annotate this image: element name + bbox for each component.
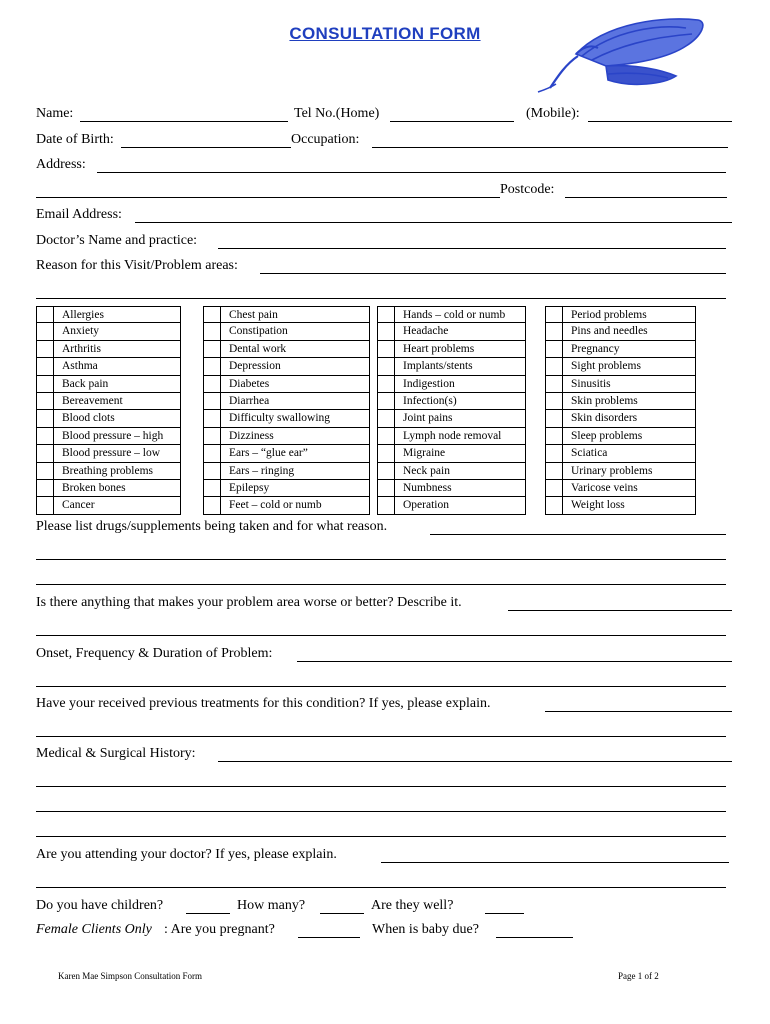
worse-better-field-2[interactable] — [36, 635, 726, 636]
tel-home-field[interactable] — [390, 121, 514, 122]
drugs-field-1[interactable] — [430, 534, 726, 535]
address-field-1[interactable] — [97, 172, 726, 173]
condition-label: Pins and needles — [562, 323, 696, 340]
condition-checkbox[interactable] — [377, 323, 394, 340]
condition-checkbox[interactable] — [203, 480, 220, 497]
condition-checkbox[interactable] — [36, 463, 53, 480]
condition-label: Sleep problems — [562, 428, 696, 445]
condition-label: Anxiety — [53, 323, 181, 340]
previous-treatment-field-2[interactable] — [36, 736, 726, 737]
condition-label: Skin disorders — [562, 410, 696, 427]
onset-question: Onset, Frequency & Duration of Problem: — [36, 646, 273, 661]
condition-checkbox[interactable] — [203, 463, 220, 480]
pregnant-question: : Are you pregnant? — [164, 922, 275, 937]
condition-label: Allergies — [53, 306, 181, 323]
condition-label: Implants/stents — [394, 358, 526, 375]
condition-checkbox[interactable] — [203, 428, 220, 445]
email-label: Email Address: — [36, 207, 122, 222]
how-many-field[interactable] — [320, 913, 364, 914]
condition-checkbox[interactable] — [377, 376, 394, 393]
condition-checkbox[interactable] — [545, 306, 562, 323]
condition-label: Heart problems — [394, 341, 526, 358]
condition-checkbox[interactable] — [203, 323, 220, 340]
condition-label: Operation — [394, 497, 526, 514]
drugs-question: Please list drugs/supplements being taken and for what reason. — [36, 519, 388, 534]
mobile-field[interactable] — [588, 121, 732, 122]
occupation-field[interactable] — [372, 147, 728, 148]
condition-label: Diarrhea — [220, 393, 370, 410]
condition-checkbox[interactable] — [545, 480, 562, 497]
condition-checkbox[interactable] — [377, 341, 394, 358]
condition-label: Hands – cold or numb — [394, 306, 526, 323]
condition-label: Broken bones — [53, 480, 181, 497]
well-question: Are they well? — [371, 898, 454, 913]
history-field-4[interactable] — [36, 836, 726, 837]
attending-field-2[interactable] — [36, 887, 726, 888]
address-field-2[interactable] — [36, 197, 500, 198]
previous-treatment-field-1[interactable] — [545, 711, 732, 712]
condition-label: Blood clots — [53, 410, 181, 427]
condition-label: Ears – “glue ear” — [220, 445, 370, 462]
condition-checkbox[interactable] — [545, 341, 562, 358]
postcode-field[interactable] — [565, 197, 727, 198]
condition-label: Constipation — [220, 323, 370, 340]
condition-checkbox[interactable] — [545, 445, 562, 462]
condition-label: Cancer — [53, 497, 181, 514]
name-field[interactable] — [80, 121, 288, 122]
condition-label: Urinary problems — [562, 463, 696, 480]
condition-checkbox[interactable] — [545, 358, 562, 375]
condition-label: Varicose veins — [562, 480, 696, 497]
children-field[interactable] — [186, 913, 230, 914]
condition-checkbox[interactable] — [377, 410, 394, 427]
condition-checkbox[interactable] — [545, 497, 562, 514]
condition-checkbox[interactable] — [36, 393, 53, 410]
well-field[interactable] — [485, 913, 524, 914]
history-field-2[interactable] — [36, 786, 726, 787]
condition-label: Depression — [220, 358, 370, 375]
condition-checkbox[interactable] — [203, 376, 220, 393]
doctor-label: Doctor’s Name and practice: — [36, 233, 198, 248]
email-field[interactable] — [135, 222, 732, 223]
condition-label: Dental work — [220, 341, 370, 358]
previous-treatment-question: Have your received previous treatments for this condition? If yes, please explain. — [36, 696, 491, 711]
condition-label: Pregnancy — [562, 341, 696, 358]
condition-checkbox[interactable] — [36, 358, 53, 375]
condition-checkbox[interactable] — [377, 445, 394, 462]
condition-label: Period problems — [562, 306, 696, 323]
condition-checkbox[interactable] — [377, 306, 394, 323]
condition-label: Difficulty swallowing — [220, 410, 370, 427]
worse-better-field-1[interactable] — [508, 610, 732, 611]
female-clients-label: Female Clients Only — [36, 922, 152, 937]
attending-question: Are you attending your doctor? If yes, please explain. — [36, 847, 337, 862]
condition-checkbox[interactable] — [545, 393, 562, 410]
worse-better-question: Is there anything that makes your problem area worse or better? Describe it. — [36, 595, 462, 610]
condition-label: Back pain — [53, 376, 181, 393]
condition-label: Arthritis — [53, 341, 181, 358]
condition-checkbox[interactable] — [36, 497, 53, 514]
baby-due-question: When is baby due? — [372, 922, 479, 937]
condition-label: Numbness — [394, 480, 526, 497]
condition-label: Infection(s) — [394, 393, 526, 410]
condition-checkbox[interactable] — [377, 393, 394, 410]
mobile-label: (Mobile): — [526, 106, 580, 121]
condition-checkbox[interactable] — [203, 445, 220, 462]
tel-home-label: Tel No.(Home) — [294, 106, 380, 121]
how-many-question: How many? — [237, 898, 306, 913]
children-question: Do you have children? — [36, 898, 164, 913]
condition-label: Epilepsy — [220, 480, 370, 497]
onset-field-1[interactable] — [297, 661, 732, 662]
condition-checkbox[interactable] — [377, 463, 394, 480]
condition-label: Migraine — [394, 445, 526, 462]
occupation-label: Occupation: — [291, 132, 360, 147]
condition-checkbox[interactable] — [36, 306, 53, 323]
condition-label: Bereavement — [53, 393, 181, 410]
condition-checkbox[interactable] — [203, 497, 220, 514]
condition-checkbox[interactable] — [203, 306, 220, 323]
condition-label: Feet – cold or numb — [220, 497, 370, 514]
condition-checkbox[interactable] — [203, 410, 220, 427]
condition-label: Blood pressure – low — [53, 445, 181, 462]
reason-field-2[interactable] — [36, 298, 726, 299]
address-label: Address: — [36, 157, 86, 172]
condition-checkbox[interactable] — [36, 341, 53, 358]
condition-label: Skin problems — [562, 393, 696, 410]
condition-checkbox[interactable] — [545, 410, 562, 427]
condition-label: Indigestion — [394, 376, 526, 393]
condition-checkbox[interactable] — [203, 341, 220, 358]
onset-field-2[interactable] — [36, 686, 726, 687]
condition-label: Diabetes — [220, 376, 370, 393]
history-field-1[interactable] — [218, 761, 732, 762]
footer-page-number: Page 1 of 2 — [618, 971, 659, 981]
condition-checkbox[interactable] — [36, 445, 53, 462]
condition-checkbox[interactable] — [545, 463, 562, 480]
condition-label: Asthma — [53, 358, 181, 375]
condition-checkbox[interactable] — [545, 323, 562, 340]
condition-checkbox[interactable] — [36, 428, 53, 445]
drugs-field-3[interactable] — [36, 584, 726, 585]
attending-field-1[interactable] — [381, 862, 729, 863]
condition-label: Neck pain — [394, 463, 526, 480]
condition-label: Ears – ringing — [220, 463, 370, 480]
pregnant-field[interactable] — [298, 937, 360, 938]
dob-label: Date of Birth: — [36, 132, 114, 147]
condition-checkbox[interactable] — [36, 480, 53, 497]
condition-label: Lymph node removal — [394, 428, 526, 445]
condition-checkbox[interactable] — [545, 428, 562, 445]
condition-label: Dizziness — [220, 428, 370, 445]
butterfly-icon — [536, 14, 712, 96]
condition-checkbox[interactable] — [36, 376, 53, 393]
condition-label: Chest pain — [220, 306, 370, 323]
doctor-field[interactable] — [218, 248, 726, 249]
condition-checkbox[interactable] — [36, 410, 53, 427]
history-field-3[interactable] — [36, 811, 726, 812]
reason-field-1[interactable] — [260, 273, 726, 274]
postcode-label: Postcode: — [500, 182, 555, 197]
condition-label: Blood pressure – high — [53, 428, 181, 445]
condition-checkbox[interactable] — [36, 323, 53, 340]
condition-checkbox[interactable] — [377, 480, 394, 497]
reason-label: Reason for this Visit/Problem areas: — [36, 258, 238, 273]
condition-checkbox[interactable] — [203, 358, 220, 375]
baby-due-field[interactable] — [496, 937, 573, 938]
condition-checkbox[interactable] — [377, 358, 394, 375]
condition-label: Weight loss — [562, 497, 696, 514]
condition-label: Sciatica — [562, 445, 696, 462]
footer-form-name: Karen Mae Simpson Consultation Form — [58, 971, 202, 981]
drugs-field-2[interactable] — [36, 559, 726, 560]
dob-field[interactable] — [121, 147, 291, 148]
condition-label: Headache — [394, 323, 526, 340]
condition-checkbox[interactable] — [377, 497, 394, 514]
condition-label: Sinusitis — [562, 376, 696, 393]
condition-label: Breathing problems — [53, 463, 181, 480]
condition-checkbox[interactable] — [203, 393, 220, 410]
condition-checkbox[interactable] — [545, 376, 562, 393]
condition-label: Sight problems — [562, 358, 696, 375]
condition-checkbox[interactable] — [377, 428, 394, 445]
page-title: CONSULTATION FORM — [289, 24, 481, 43]
name-label: Name: — [36, 106, 74, 121]
condition-label: Joint pains — [394, 410, 526, 427]
history-question: Medical & Surgical History: — [36, 746, 196, 761]
